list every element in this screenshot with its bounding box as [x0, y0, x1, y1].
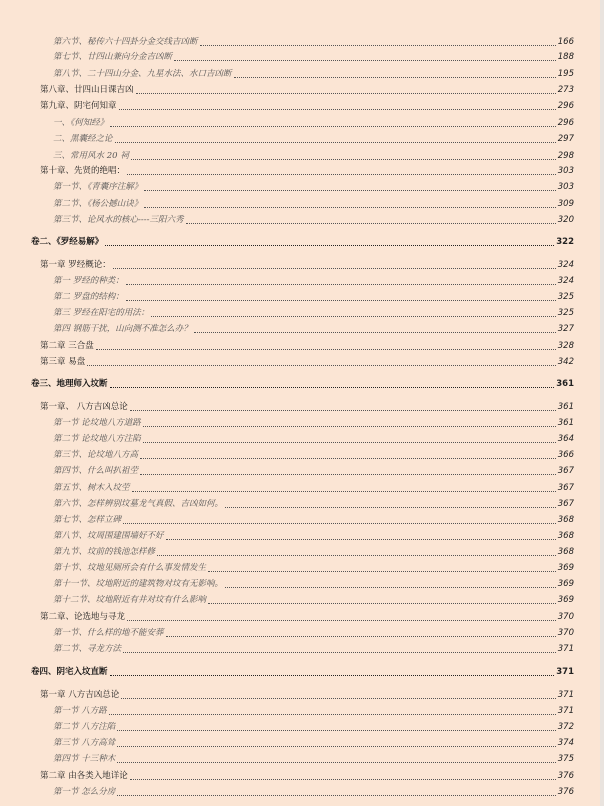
dot-leader	[166, 636, 556, 637]
toc-section-entry[interactable]	[53, 36, 574, 49]
toc-entry-title: 第十章、先贤的绝唱：	[40, 166, 126, 176]
toc-section-entry[interactable]	[53, 68, 574, 81]
toc-section-entry[interactable]	[53, 133, 574, 146]
toc-section-entry[interactable]	[53, 786, 574, 799]
toc-entry-page: 369	[557, 563, 574, 573]
dot-leader	[144, 190, 556, 191]
toc-entry-title: 第六节、秘传六十四卦分金交线吉凶断	[53, 37, 198, 47]
dot-leader	[186, 223, 556, 224]
toc-entry-page: 297	[557, 134, 574, 144]
toc-entry-title: 第一节 怎么分房	[53, 787, 116, 797]
dot-leader	[140, 474, 556, 475]
toc-chapter-entry[interactable]	[40, 611, 574, 624]
dot-leader	[234, 77, 556, 78]
toc-section-entry[interactable]	[53, 150, 574, 163]
toc-section-entry[interactable]	[53, 198, 574, 211]
toc-section-entry[interactable]	[53, 323, 574, 336]
dot-leader	[225, 507, 556, 508]
toc-entry-title: 第十二节、坟地附近有井对坟有什么影响	[53, 595, 207, 605]
toc-section-entry[interactable]	[53, 721, 574, 734]
dot-leader	[144, 207, 556, 208]
toc-entry-title: 第一 罗经的种类：	[53, 276, 124, 286]
toc-section-entry[interactable]	[53, 449, 574, 462]
toc-section-entry[interactable]	[53, 417, 574, 430]
toc-entry-title: 第一节、《青囊序注解》	[53, 182, 143, 192]
toc-section-entry[interactable]	[53, 117, 574, 130]
toc-entry-title: 卷四、阴宅入坟直断	[31, 667, 108, 677]
toc-section-entry[interactable]	[53, 214, 574, 227]
toc-entry-title: 第九节、坟前的钱池怎样修	[53, 547, 156, 557]
toc-volume-entry[interactable]	[31, 236, 574, 249]
toc-entry-page: 327	[557, 324, 574, 334]
toc-entry-page: 328	[557, 341, 574, 351]
dot-leader	[105, 245, 554, 246]
dot-leader	[208, 603, 556, 604]
toc-entry-title: 第二章 三合盘	[40, 341, 94, 351]
dot-leader	[151, 316, 556, 317]
toc-entry-page: 324	[557, 260, 574, 270]
toc-entry-page: 309	[557, 199, 574, 209]
toc-entry-page: 361	[557, 418, 574, 428]
toc-entry-title: 第十一节、坟地附近的建筑物对坟有无影响。	[53, 579, 224, 589]
toc-entry-page: 367	[557, 483, 574, 493]
toc-section-entry[interactable]	[53, 514, 574, 527]
toc-section-entry[interactable]	[53, 530, 574, 543]
dot-leader	[109, 714, 556, 715]
dot-leader	[127, 174, 556, 175]
toc-entry-title: 第四 钢筋干扰，山向测不准怎么办？	[53, 324, 192, 334]
dot-leader	[143, 426, 556, 427]
toc-entry-title: 第三节 八方高耸	[53, 738, 116, 748]
toc-volume-entry[interactable]	[31, 666, 574, 679]
toc-entry-title: 第八章、廿四山日课吉凶	[40, 85, 134, 95]
toc-section-entry[interactable]	[53, 181, 574, 194]
toc-entry-page: 367	[557, 499, 574, 509]
toc-section-entry[interactable]	[53, 498, 574, 511]
toc-entry-title: 第四节 十三种木	[53, 754, 116, 764]
toc-entry-title: 第一节、什么样的地不能安葬	[53, 628, 164, 638]
toc-entry-page: 376	[557, 771, 574, 781]
dot-leader	[113, 268, 556, 269]
dot-leader	[194, 332, 556, 333]
dot-leader	[87, 365, 556, 366]
toc-entry-page: 371	[557, 690, 574, 700]
dot-leader	[117, 746, 556, 747]
toc-entry-page: 375	[557, 754, 574, 764]
toc-entry-page: 368	[557, 547, 574, 557]
toc-entry-page: 303	[557, 166, 574, 176]
toc-entry-page: 370	[557, 612, 574, 622]
toc-section-entry[interactable]	[53, 307, 574, 320]
dot-leader	[110, 387, 555, 388]
toc-entry-title: 第三节、论风水的核心----三阳六秀	[53, 215, 184, 225]
toc-section-entry[interactable]	[53, 643, 574, 656]
toc-entry-page: 371	[557, 644, 574, 654]
toc-section-entry[interactable]	[53, 737, 574, 750]
toc-chapter-entry[interactable]	[40, 356, 574, 369]
dot-leader	[174, 60, 556, 61]
toc-entry-title: 第三章 易盘	[40, 357, 86, 367]
toc-entry-page: 296	[557, 118, 574, 128]
toc-section-entry[interactable]	[53, 291, 574, 304]
toc-section-entry[interactable]	[53, 705, 574, 718]
toc-entry-title: 第二章 由各类入地详论	[40, 771, 128, 781]
toc-entry-page: 371	[556, 667, 574, 677]
toc-section-entry[interactable]	[53, 482, 574, 495]
toc-entry-title: 第二节 论坟地八方注陷	[53, 434, 141, 444]
toc-entry-title: 第一章、 八方吉凶总论	[40, 402, 128, 412]
toc-entry-title: 第一节 八方路	[53, 706, 107, 716]
toc-entry-page: 369	[557, 579, 574, 589]
dot-leader	[117, 795, 556, 796]
dot-leader	[96, 349, 556, 350]
toc-entry-title: 第二节、寻龙方法	[53, 644, 122, 654]
dot-leader	[143, 442, 556, 443]
toc-entry-title: 第七节、怎样立碑	[53, 515, 122, 525]
toc-volume-entry[interactable]	[31, 378, 574, 391]
toc-entry-page: 298	[557, 151, 574, 161]
dot-leader	[117, 730, 556, 731]
toc-entry-title: 第二章、论选地与寻龙	[40, 612, 126, 622]
toc-entry-title: 第六节、怎样辨别坟墓龙气真假、吉凶如何。	[53, 499, 224, 509]
toc-entry-title: 三、常用风水 20 祠	[53, 151, 129, 161]
toc-entry-title: 第九章、阴宅何知章	[40, 101, 117, 111]
toc-entry-page: 361	[556, 379, 574, 389]
toc-entry-page: 303	[557, 182, 574, 192]
toc-section-entry[interactable]	[53, 433, 574, 446]
toc-section-entry[interactable]	[53, 753, 574, 766]
toc-chapter-entry[interactable]	[40, 100, 574, 113]
dot-leader	[225, 587, 556, 588]
toc-entry-page: 296	[557, 101, 574, 111]
dot-leader	[208, 571, 556, 572]
toc-entry-page: 322	[556, 237, 574, 247]
dot-leader	[130, 410, 556, 411]
toc-entry-page: 166	[557, 37, 574, 47]
dot-leader	[130, 779, 556, 780]
toc-entry-page: 361	[557, 402, 574, 412]
toc-chapter-entry[interactable]	[40, 689, 574, 702]
toc-chapter-entry[interactable]	[40, 84, 574, 97]
toc-chapter-entry[interactable]	[40, 340, 574, 353]
toc-chapter-entry[interactable]	[40, 401, 574, 414]
toc-entry-page: 325	[557, 292, 574, 302]
toc-entry-title: 第一章 罗经概论：	[40, 260, 111, 270]
dot-leader	[166, 539, 556, 540]
toc-entry-page: 367	[557, 466, 574, 476]
toc-entry-title: 卷二、《罗经易解》	[31, 237, 104, 247]
dot-leader	[140, 458, 556, 459]
toc-entry-title: 第二节 八方注陷	[53, 722, 116, 732]
toc-entry-page: 376	[557, 787, 574, 797]
dot-leader	[157, 555, 556, 556]
dot-leader	[200, 45, 556, 46]
toc-entry-title: 第八节、二十四山分金、九星水法、水口吉凶断	[53, 69, 232, 79]
toc-entry-page: 366	[557, 450, 574, 460]
dot-leader	[123, 523, 556, 524]
toc-chapter-entry[interactable]	[40, 770, 574, 783]
toc-entry-page: 371	[557, 706, 574, 716]
toc-entry-page: 195	[557, 69, 574, 79]
toc-entry-page: 342	[557, 357, 574, 367]
dot-leader	[119, 109, 556, 110]
toc-entry-title: 第十节、坟地见厕所会有什么事发情发生	[53, 563, 207, 573]
toc-entry-title: 第七节、廿四山兼向分金吉凶断	[53, 52, 173, 62]
toc-entry-page: 374	[557, 738, 574, 748]
toc-entry-page: 320	[557, 215, 574, 225]
toc-entry-page: 364	[557, 434, 574, 444]
toc-entry-page: 368	[557, 531, 574, 541]
toc-section-entry[interactable]	[53, 594, 574, 607]
dot-leader	[127, 620, 556, 621]
toc-entry-title: 第八节、坟周围建围墙好不好	[53, 531, 164, 541]
dot-leader	[136, 93, 556, 94]
toc-entry-page: 188	[557, 52, 574, 62]
dot-leader	[117, 762, 556, 763]
toc-entry-title: 第一章 八方吉凶总论	[40, 690, 120, 700]
toc-section-entry[interactable]	[53, 578, 574, 591]
toc-entry-title: 第二节、《杨公撼山诀》	[53, 199, 143, 209]
toc-section-entry[interactable]	[53, 275, 574, 288]
page-edge	[600, 0, 604, 806]
toc-entry-title: 第一节 论坟地八方道路	[53, 418, 141, 428]
toc-entry-title: 第五节、树木入坟茔	[53, 483, 130, 493]
toc-entry-title: 第三 罗经在阳宅的用法：	[53, 308, 150, 318]
toc-section-entry[interactable]	[53, 546, 574, 559]
dot-leader	[131, 159, 556, 160]
toc-entry-title: 一、《何知经》	[53, 118, 109, 128]
toc-entry-title: 卷三、地理师入坟断	[31, 379, 108, 389]
toc-entry-page: 372	[557, 722, 574, 732]
toc-entry-page: 325	[557, 308, 574, 318]
dot-leader	[126, 284, 556, 285]
toc-section-entry[interactable]	[53, 51, 574, 64]
toc-section-entry[interactable]	[53, 465, 574, 478]
dot-leader	[121, 698, 556, 699]
toc-entry-title: 第四节、什么叫扒祖茔	[53, 466, 139, 476]
toc-chapter-entry[interactable]	[40, 259, 574, 272]
toc-entry-page: 370	[557, 628, 574, 638]
toc-entry-title: 二、黑囊经之论	[53, 134, 113, 144]
toc-entry-page: 369	[557, 595, 574, 605]
dot-leader	[115, 142, 556, 143]
toc-entry-title: 第二 罗盘的结构：	[53, 292, 124, 302]
toc-section-entry[interactable]	[53, 627, 574, 640]
toc-chapter-entry[interactable]	[40, 165, 574, 178]
toc-entry-title: 第三节、论坟地八方高	[53, 450, 139, 460]
dot-leader	[132, 491, 556, 492]
dot-leader	[123, 652, 556, 653]
toc-entry-page: 273	[557, 85, 574, 95]
dot-leader	[110, 675, 555, 676]
toc-entry-page: 368	[557, 515, 574, 525]
dot-leader	[110, 126, 556, 127]
toc-section-entry[interactable]	[53, 562, 574, 575]
dot-leader	[126, 300, 556, 301]
toc-entry-page: 324	[557, 276, 574, 286]
